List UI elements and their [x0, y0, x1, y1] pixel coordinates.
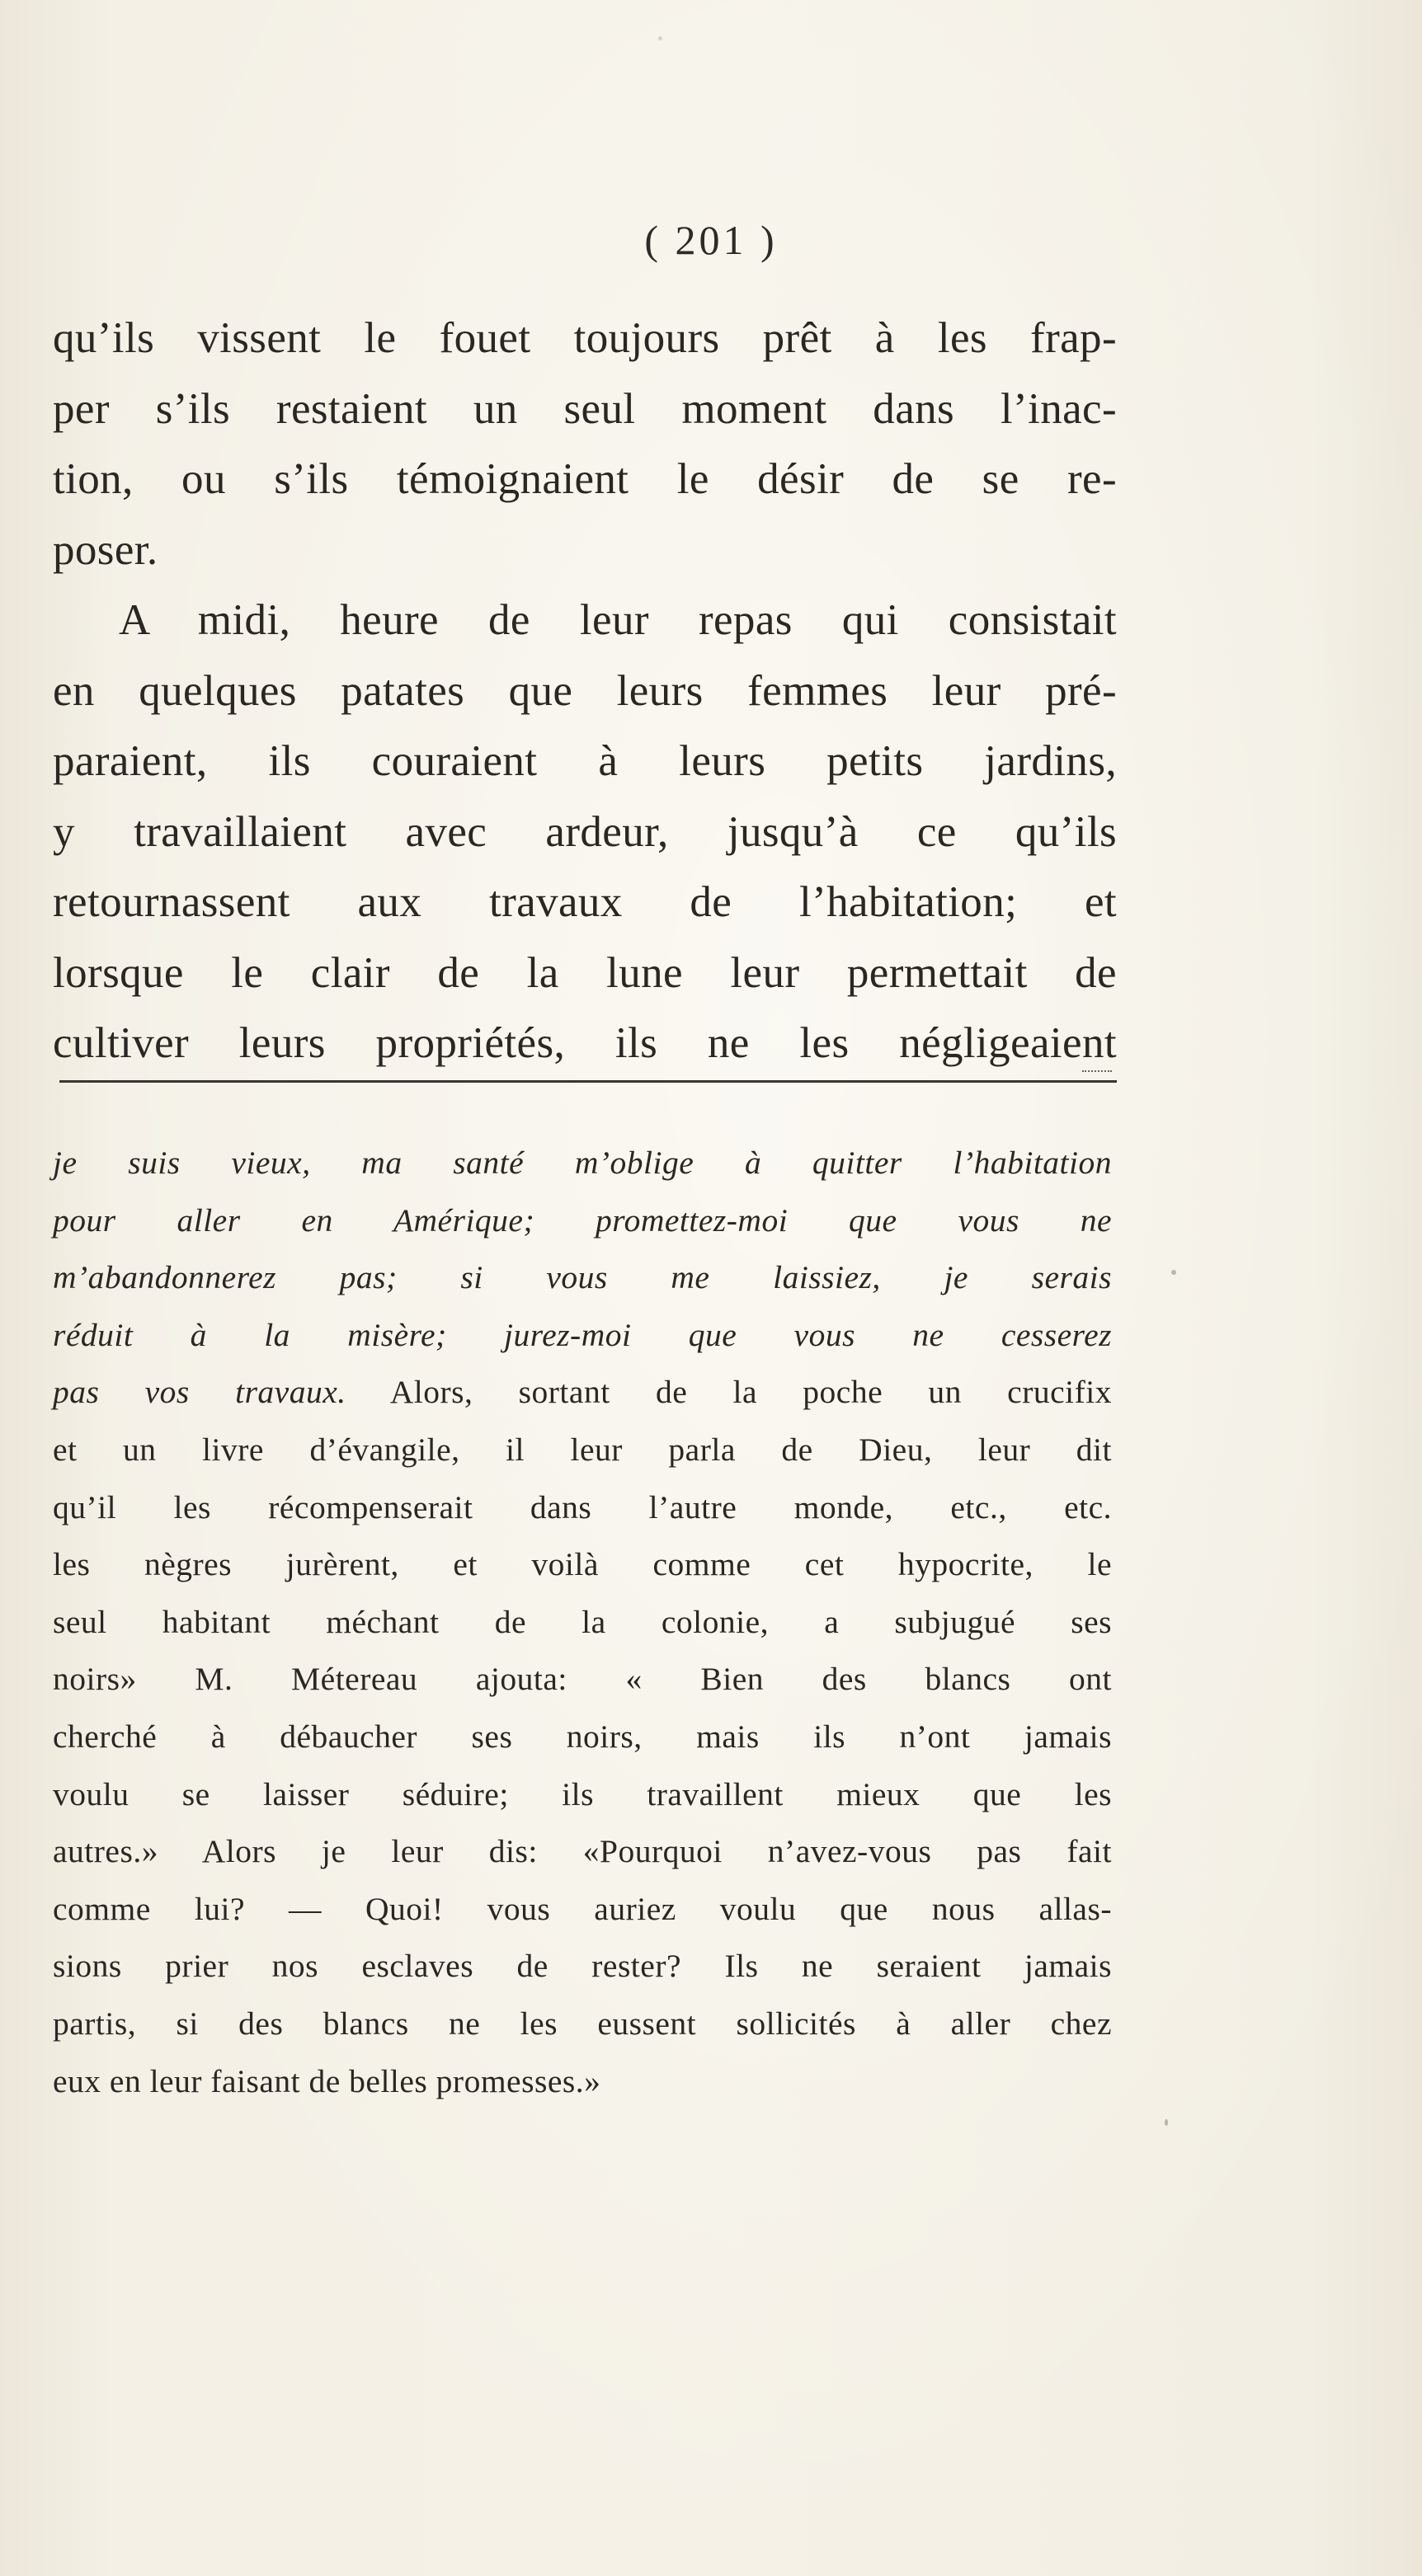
text-line: cultiver leurs propriétés, ils ne les négligeaient: [53, 1019, 1117, 1067]
footnote-line: [53, 1422, 1112, 1479]
footnote-roman: sions prier nos esclaves de rester? Ils ne seraient jamais: [53, 1948, 1112, 1985]
footnote-roman: qu’il les récompenserait dans l’autre monde, etc., etc.: [53, 1488, 1112, 1525]
text-line: paraient, ils couraient à leurs petits jardins,: [53, 737, 1117, 785]
footnote-line: [53, 1823, 1112, 1881]
footnote-line: [53, 1479, 1112, 1537]
footnote-line: [53, 2053, 1112, 2111]
footnote-divider: [59, 1080, 1117, 1083]
footnote-line: [53, 1881, 1112, 1939]
page-number: ( 201 ): [644, 217, 778, 263]
text-line: tion, ou s’ils témoignaient le désir de se re-: [53, 455, 1117, 503]
footnote-line: [53, 1307, 1112, 1365]
footnote-roman: voulu se laisser séduire; ils travaillent mieux que les: [53, 1775, 1112, 1812]
text-line: qu’ils vissent le fouet toujours prêt à les frap-: [53, 314, 1117, 362]
footnote-roman: les nègres jurèrent, et voilà comme cet hypocrite, le: [53, 1546, 1112, 1583]
footnote-roman: eux en leur faisant de belles promesses.»: [53, 2062, 601, 2099]
footnote-line: [53, 1135, 1112, 1192]
footnote-line: [53, 1536, 1112, 1594]
footnote-line: [53, 1192, 1112, 1250]
footnote-line: [53, 1766, 1112, 1824]
text-line: A midi, heure de leur repas qui consistait: [119, 596, 1117, 644]
footnote-italic: pas vos travaux.: [53, 1374, 346, 1411]
text-line: poser.: [53, 525, 158, 574]
text-line: en quelques patates que leurs femmes leur pré-: [53, 666, 1117, 715]
footnote-roman: Alors, sortant de la poche un crucifix: [346, 1374, 1112, 1411]
text-line: lorsque le clair de la lune leur permettait de: [53, 948, 1117, 997]
paper-speck: [1165, 2119, 1168, 2126]
footnote-roman: partis, si des blancs ne les eussent sollicités à aller chez: [53, 2005, 1112, 2042]
footnote-italic: réduit à la misère; jurez-moi que vous ne cesserez: [53, 1316, 1112, 1353]
footnote-roman: seul habitant méchant de la colonie, a subjugué ses: [53, 1603, 1112, 1640]
footnote-roman: autres.» Alors je leur dis: «Pourquoi n’avez-vous pas fait: [53, 1833, 1112, 1870]
footnote-italic: pour aller en Amérique; promettez-moi que vous ne: [53, 1201, 1112, 1239]
footnote-line: [53, 1249, 1112, 1307]
footnote-roman: comme lui? — Quoi! vous auriez voulu que nous allas-: [53, 1890, 1112, 1927]
text-line: retournassent aux travaux de l’habitation; et: [53, 878, 1117, 926]
footnote-line: [53, 1709, 1112, 1766]
footnote-roman: noirs» M. Métereau ajouta: « Bien des blancs ont: [53, 1661, 1112, 1698]
footnote-line: [53, 1364, 1112, 1422]
footnote-roman: et un livre d’évangile, il leur parla de Dieu, leur dit: [53, 1431, 1112, 1468]
paper-speck: [1171, 1270, 1176, 1275]
paper-speck: [658, 36, 662, 40]
footnote-line: [53, 1938, 1112, 1995]
footnote-line: [53, 1995, 1112, 2053]
footnote-italic: je suis vieux, ma santé m’oblige à quitter l’habitation: [53, 1145, 1112, 1181]
text-line: per s’ils restaient un seul moment dans l’inac-: [53, 384, 1117, 433]
main-text: [53, 303, 1117, 1079]
text-line: y travaillaient avec ardeur, jusqu’à ce qu’ils: [53, 807, 1117, 856]
footnote-line: [53, 1594, 1112, 1652]
footnote-italic: m’abandonnerez pas; si vous me laissiez, je serais: [53, 1259, 1112, 1296]
footnote: [53, 1135, 1112, 2110]
divider-mark: [1082, 1070, 1112, 1077]
footnote-line: [53, 1651, 1112, 1709]
footnote-roman: cherché à débaucher ses noirs, mais ils n’ont jamais: [53, 1718, 1112, 1755]
